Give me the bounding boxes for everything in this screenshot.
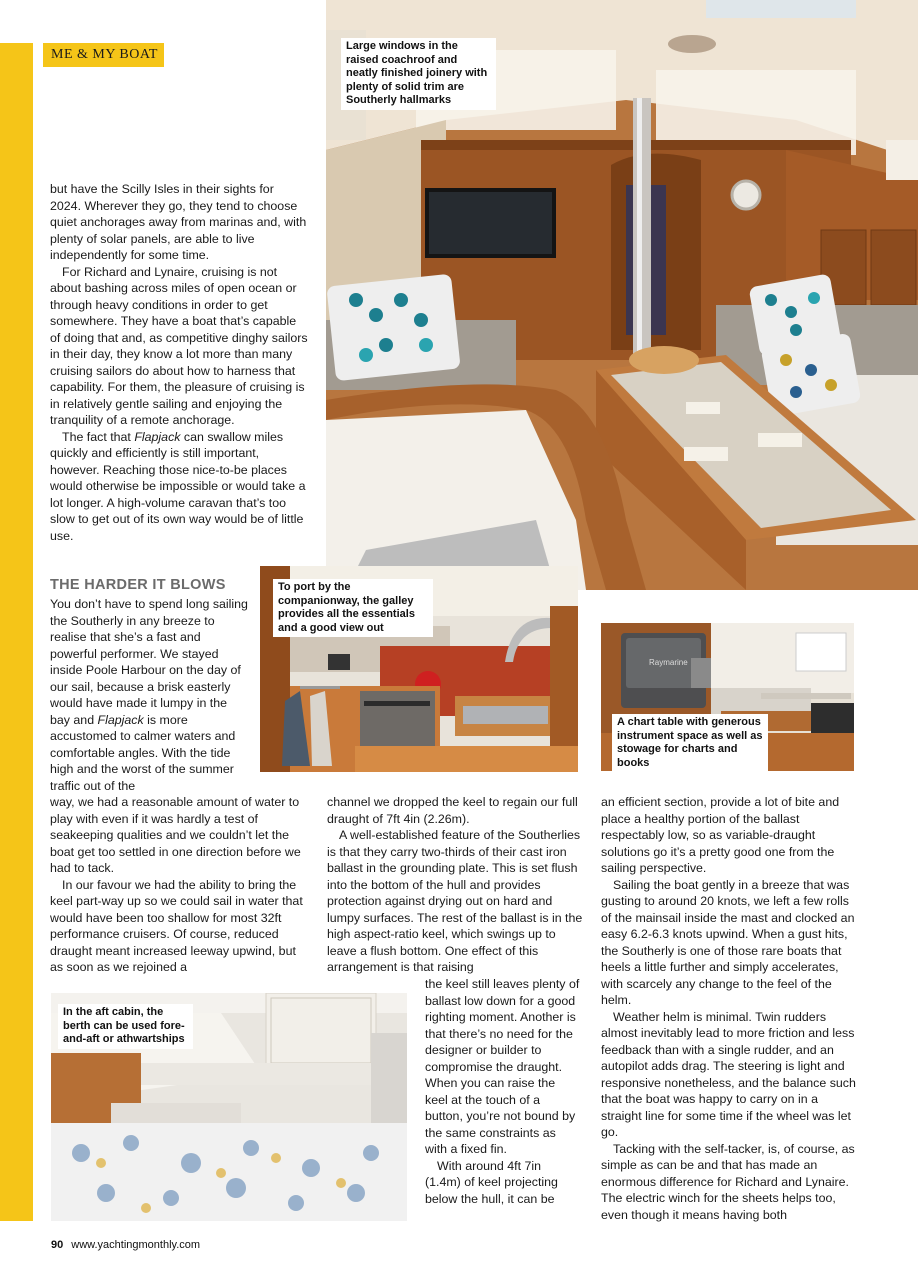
- chart-table-caption: A chart table with generous instrument space as well as stowage for charts and books: [612, 714, 768, 772]
- column-3: [601, 794, 859, 1223]
- website-url: www.yachtingmonthly.com: [71, 1239, 201, 1251]
- column-1-wide: [50, 794, 308, 976]
- paragraph: Sailing the boat gently in a breeze that was gusting to around 20 knots, we left a few rolls of the mainsail inside the mast and clocked an easy 6.2-6.3 knots upwind. When a gust hits, the Southerly is one of those rare boats that heels a little further and simply accelerates, with scarcely any change to the feel of the helm.: [601, 877, 855, 1007]
- paragraph: The fact that Flapjack can swallow miles quickly and efficiently is still important, however. Reaching those nice-to-be places would otherwise be impossible or would take a lot longer. A high-volume caravan that’s too slow to get out of its own way would be of little use.: [50, 429, 306, 543]
- paragraph: but have the Scilly Isles in their sights for 2024. Wherever they go, they tend to choose quiet anchorages away from marinas and, with plenty of solar panels, are able to live independently for some time.: [50, 182, 307, 262]
- accent-bar: [0, 43, 33, 1221]
- paragraph: Tacking with the self-tacker, is, of course, as simple as can be and that has made an enormous difference for Richard and Lynaire. The electric winch for the sheets helps too, even though it means having both: [601, 1141, 855, 1222]
- column-2-narrow: [425, 976, 580, 1207]
- saloon-caption: Large windows in the raised coachroof and neatly finished joinery with plenty of solid trim are Southerly hallmarks: [341, 38, 496, 110]
- aft-cabin-caption: In the aft cabin, the berth can be used fore-and-aft or athwartships: [58, 1004, 193, 1049]
- paragraph: an efficient section, provide a lot of bite and place a healthy portion of the ballast respectably low, so as variable-draught solutions go it’s a pretty good one from the sailing perspective.: [601, 795, 840, 875]
- section-heading: THE HARDER IT BLOWS: [50, 577, 226, 593]
- page-footer: [51, 1239, 200, 1251]
- paragraph: In our favour we had the ability to bring the keel part-way up so we could sail in water that would have been too shallow for most 32ft performance cruisers. Of course, reduced draught meant increased leeway upwind, but as soon as we rejoined a: [50, 877, 303, 974]
- paragraph: With around 4ft 7in (1.4m) of keel projecting below the hull, it can be: [425, 1158, 558, 1206]
- column-1-top: [50, 181, 308, 544]
- paragraph: Weather helm is minimal. Twin rudders almost inevitably lead to more friction and less feedback than with a single rudder, and an autopilot adds drag. The steering is light and responsive nonetheless, and the balance such that the boat was happy to carry on in a straight line for some time if the wheel was let go.: [601, 1009, 856, 1139]
- instrument-brand: Raymarine: [649, 658, 688, 667]
- column-2-top: [327, 794, 585, 976]
- page-number: 90: [51, 1239, 64, 1251]
- section-label: ME & MY BOAT: [43, 43, 164, 67]
- paragraph: A well-established feature of the Southerlies is that they carry two-thirds of their cast iron ballast in the grounding plate. This is set flush into the bottom of the hull and provides protection against drying out on hard and lumpy surfaces. The rest of the ballast is in the high aspect-ratio keel, which swings up to leave a flush bottom. One effect of this arrangement is that raising: [327, 828, 583, 974]
- paragraph: the keel still leaves plenty of ballast low down for a good righting moment. Another is that there’s no need for the designer or builder to compromise the draught. When you can raise the keel at the touch of a button, you’re not bound by the same constraints as with a fixed fin.: [425, 977, 580, 1156]
- paragraph: way, we had a reasonable amount of water to play with even if it was hardly a test of seakeeping qualities and we couldn’t let the boat get too settled in one direction before we had to tack.: [50, 795, 301, 875]
- galley-caption: To port by the companionway, the galley provides all the essentials and a good view out: [273, 579, 433, 637]
- paragraph: For Richard and Lynaire, cruising is not about bashing across miles of open ocean or through heavy conditions in order to get somewhere. They have a boat that’s capable of doing that and, as competitive dinghy sailors in their day, they know a lot more than many cruising sailors do about how to harness that capability. For them, the pleasure of cruising is in relatively gentle sailing and enjoying the tranquility of a remote anchorage.: [50, 264, 308, 427]
- paragraph: You don’t have to spend long sailing the Southerly in any breeze to realise that she’s a fast and powerful performer. We stayed inside Poole Harbour on the day of our sail, because a brisk easterly would have made it lumpy in the bay and Flapjack is more accustomed to calmer waters and comfortable angles. With the tide high and the worst of the summer traffic out of the: [50, 597, 248, 793]
- paragraph: channel we dropped the keel to regain our full draught of 7ft 4in (2.26m).: [327, 795, 578, 826]
- column-1-narrow: [50, 596, 250, 794]
